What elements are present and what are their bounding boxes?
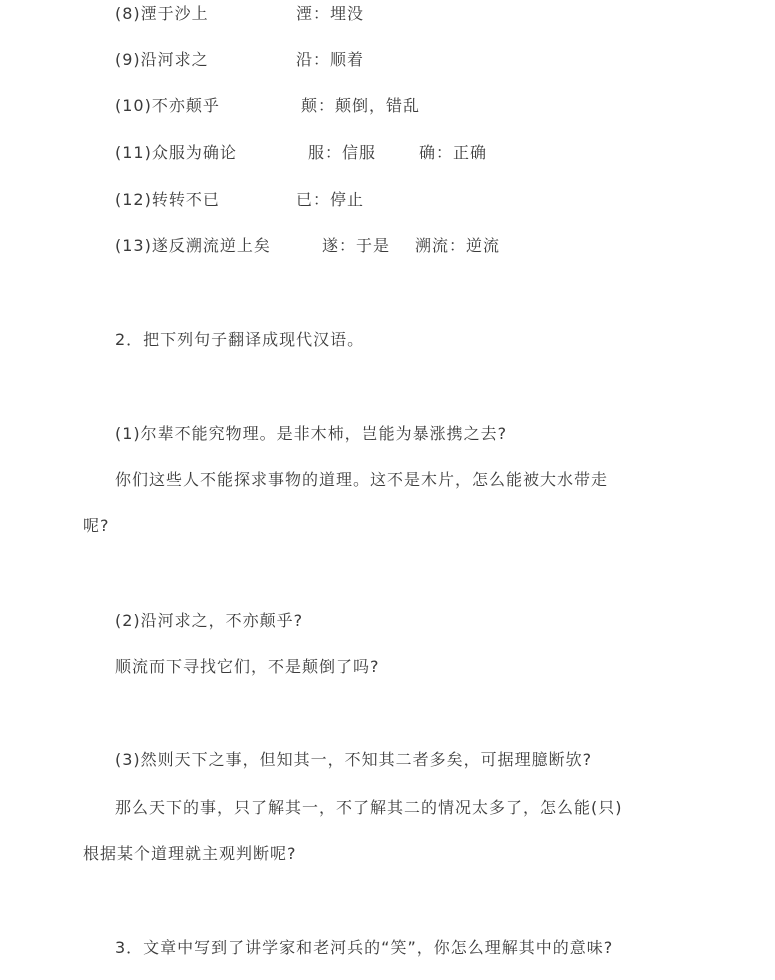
vocab-gloss: 沿：顺着 (296, 50, 365, 69)
vocab-gloss-secondary: 溯流：逆流 (415, 236, 501, 255)
vocab-word: (11)众服为确论 (115, 143, 237, 162)
question-heading: 2．把下列句子翻译成现代汉语。 (115, 330, 365, 349)
vocab-gloss: 湮：埋没 (296, 4, 365, 23)
translation-line: 呢? (83, 516, 110, 535)
vocab-gloss: 已：停止 (296, 190, 365, 209)
vocab-word: (10)不亦颠乎 (115, 96, 220, 115)
vocab-word: (13)遂反溯流逆上矣 (115, 236, 271, 255)
question-heading: 3．文章中写到了讲学家和老河兵的“笑”，你怎么理解其中的意味? (115, 938, 614, 957)
vocab-gloss: 颠：颠倒，错乱 (301, 96, 421, 115)
vocab-gloss: 遂：于是 (322, 236, 391, 255)
translation-line: 顺流而下寻找它们，不是颠倒了吗? (115, 657, 380, 676)
vocab-word: (9)沿河求之 (115, 50, 209, 69)
vocab-word: (12)转转不已 (115, 190, 220, 209)
original-sentence: (3)然则天下之事，但知其一，不知其二者多矣，可据理臆断欤? (115, 750, 593, 769)
vocab-word: (8)湮于沙上 (115, 4, 209, 23)
translation-line: 那么天下的事，只了解其一，不了解其二的情况太多了，怎么能(只) (115, 798, 623, 817)
vocab-gloss: 服：信服 (308, 143, 377, 162)
original-sentence: (2)沿河求之，不亦颠乎? (115, 611, 304, 630)
vocab-gloss-secondary: 确：正确 (419, 143, 488, 162)
translation-line: 根据某个道理就主观判断呢? (83, 844, 297, 863)
original-sentence: (1)尔辈不能究物理。是非木杮，岂能为暴涨携之去? (115, 424, 508, 443)
translation-line: 你们这些人不能探求事物的道理。这不是木片，怎么能被大水带走 (115, 470, 609, 489)
